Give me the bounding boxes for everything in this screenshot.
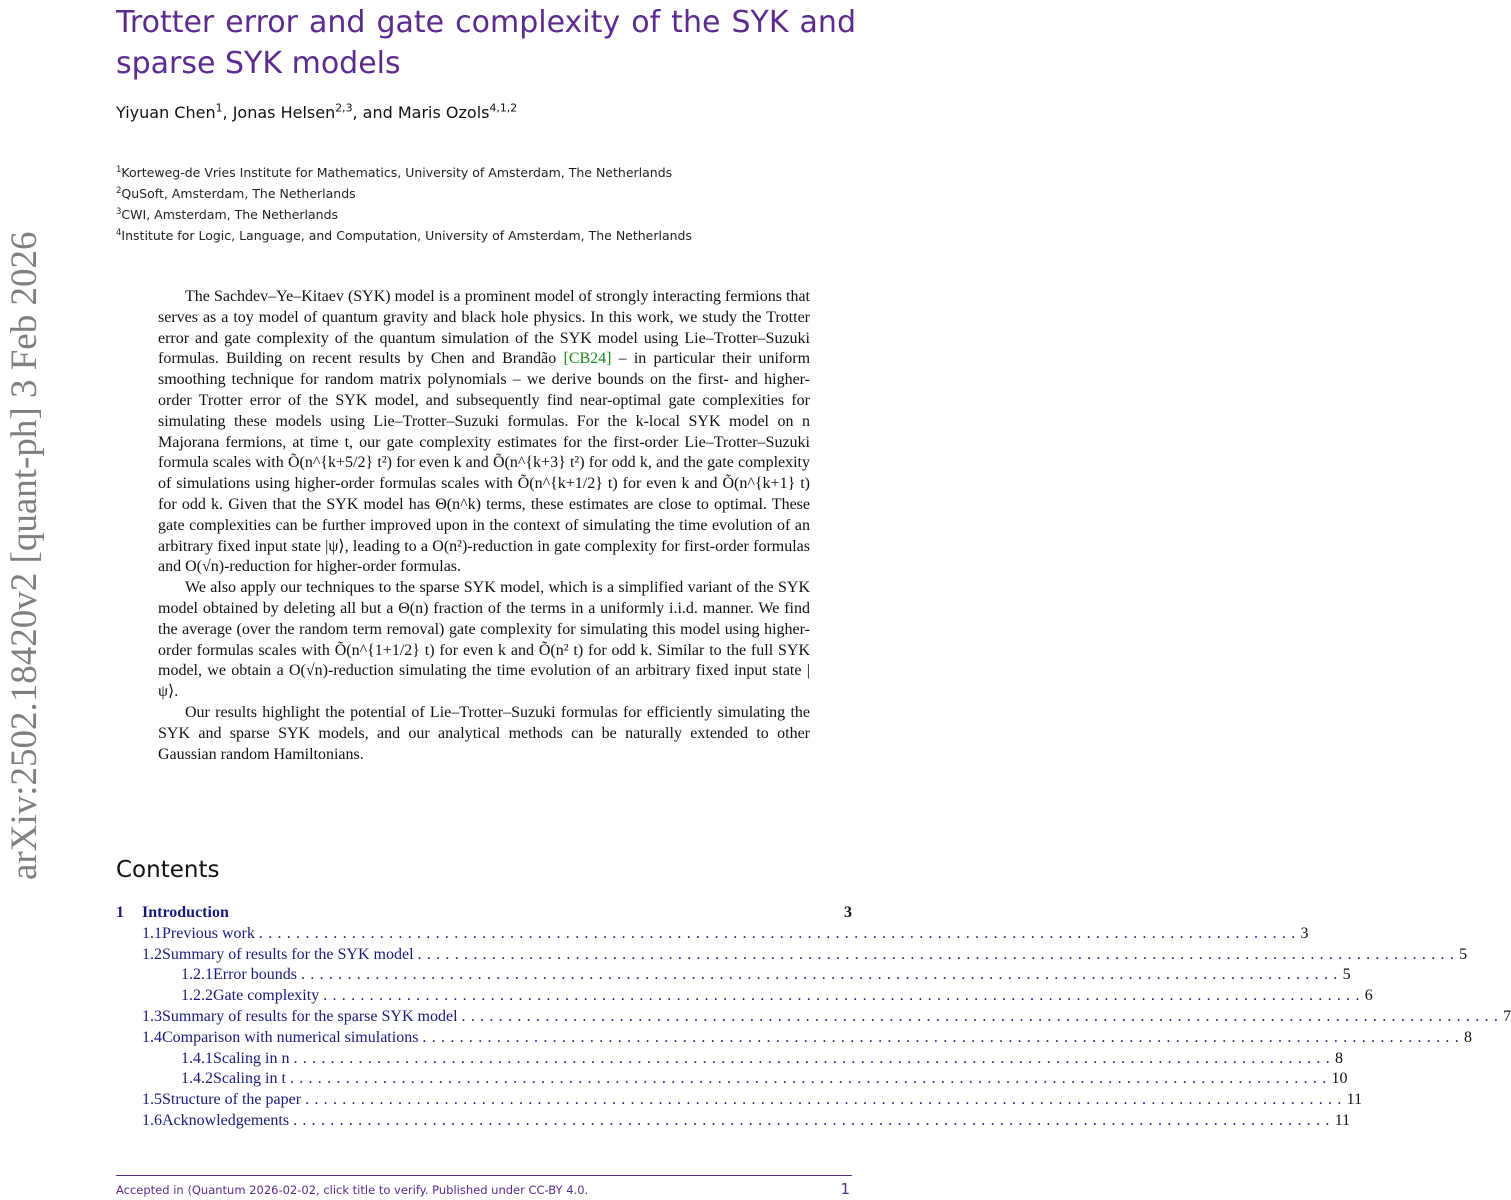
toc-label[interactable]: Acknowledgements: [162, 1111, 290, 1129]
affiliation-text: Institute for Logic, Language, and Computation, University of Amsterdam, The Netherlands: [121, 228, 693, 243]
page-number: 1: [840, 1180, 850, 1198]
toc-leader-dots: ................................................................................................................: [422, 1028, 1465, 1046]
citation-link[interactable]: [CB24]: [563, 350, 612, 368]
toc-entry[interactable]: [116, 1049, 1344, 1070]
toc-leader-dots: ................................................................................................................: [323, 987, 1365, 1005]
author-separator: ,: [222, 103, 233, 122]
toc-label[interactable]: Summary of results for the sparse SYK model: [162, 1007, 458, 1025]
affiliation-sup: 4: [116, 227, 122, 238]
author-list: [116, 103, 517, 122]
toc-page[interactable]: 8: [1464, 1028, 1473, 1046]
footer: [116, 1180, 852, 1198]
toc-leader-dots: ................................................................................................................: [293, 1111, 1335, 1129]
toc-number: 1.4.1: [181, 1049, 213, 1067]
contents-heading: Contents: [116, 857, 220, 883]
arxiv-stamp: arXiv:2502.18420v2 [quant-ph] 3 Feb 2026: [4, 231, 45, 880]
table-of-contents: [116, 903, 1511, 1132]
toc-page[interactable]: 5: [1342, 966, 1351, 984]
toc-number: 1.6: [142, 1111, 162, 1129]
toc-page[interactable]: 10: [1331, 1070, 1348, 1088]
affiliation-sup: 3: [116, 206, 122, 217]
paper-title[interactable]: Trotter error and gate complexity of the SYK and sparse SYK models: [116, 5, 856, 81]
toc-leader-dots: ................................................................................................................: [417, 945, 1460, 963]
toc-entry[interactable]: [116, 1111, 1351, 1132]
toc-label[interactable]: Gate complexity: [213, 987, 320, 1005]
author-separator: , and: [352, 103, 398, 122]
affiliation-list: [116, 162, 692, 246]
toc-page[interactable]: 3: [844, 904, 852, 921]
author-affil-sup: 1: [215, 101, 223, 115]
affiliation-text: CWI, Amsterdam, The Netherlands: [121, 207, 339, 222]
abstract: [158, 287, 810, 765]
author-affil-sup: 4,1,2: [489, 101, 518, 115]
toc-label[interactable]: Scaling in n: [213, 1049, 290, 1067]
toc-leader-dots: ................................................................................................................: [289, 1070, 1332, 1088]
toc-entry[interactable]: [116, 1069, 1348, 1090]
author-name: Jonas Helsen: [232, 103, 336, 122]
author-name: Maris Ozols: [397, 103, 490, 122]
toc-entry[interactable]: [116, 1028, 1473, 1049]
abstract-paragraph-2: We also apply our techniques to the sparse SYK model, which is a simplified variant of the SYK model obtained by deleting all but a Θ(n) fraction of the terms in a uniformly i.i.d. manner. We find the average (over the random term removal) gate complexity for simulating this model using higher-order formulas scales with Õ(n^{1+1/2} t) for even k and Õ(n² t) for odd k. Similar to the full SYK model, we obtain a O(√n)-reduction simulating the time evolution of an arbitrary fixed input state |ψ⟩.: [158, 579, 810, 701]
toc-entry[interactable]: [116, 965, 1351, 986]
toc-entry[interactable]: [116, 1007, 1511, 1028]
toc-label[interactable]: Structure of the paper: [162, 1091, 302, 1109]
toc-leader-dots: ................................................................................................................: [305, 1091, 1347, 1109]
toc-leader-dots: ................................................................................................................: [461, 1007, 1504, 1025]
toc-label[interactable]: Error bounds: [213, 966, 297, 984]
toc-number: 1.2.2: [181, 987, 213, 1005]
toc-number: 1.1: [142, 924, 162, 942]
toc-number: 1: [116, 904, 124, 921]
affiliation: [116, 162, 692, 183]
toc-entry[interactable]: [116, 924, 1309, 945]
toc-label[interactable]: Previous work: [162, 924, 255, 942]
toc-page[interactable]: 7: [1503, 1007, 1511, 1025]
abstract-paragraph-3: Our results highlight the potential of Lie–Trotter–Suzuki formulas for efficiently simulating the SYK and sparse SYK models, and our analytical methods can be naturally extended to other Gaussian random Hamiltonians.: [158, 703, 810, 763]
abstract-paragraph-1: [158, 287, 810, 578]
footer-rule: [116, 1175, 852, 1176]
toc-number: 1.4.2: [181, 1070, 213, 1088]
toc-page[interactable]: 8: [1335, 1049, 1344, 1067]
toc-entry[interactable]: [116, 986, 1373, 1007]
toc-leader-dots: ................................................................................................................: [258, 924, 1301, 942]
toc-page[interactable]: 3: [1300, 924, 1309, 942]
abstract-text: – in particular their uniform smoothing technique for random matrix polynomials – we derive bounds on the first- and higher-order Trotter error of the SYK model, and subsequently find near-optimal gate complexities for simulating these models using Lie–Trotter–Suzuki formulas. For the k-local SYK model on n Majorana fermions, at time t, our gate complexity estimates for the first-order Lie–Trotter–Suzuki formula scales with Õ(n^{k+5/2} t²) for even k and Õ(n^{k+3} t²) for odd k, and the gate complexity of simulations using higher-order formulas scales with Õ(n^{k+1/2} t) for even k and Õ(n^{k+1} t) for odd k. Given that the SYK model has Θ(n^k) terms, these estimates are close to optimal. These gate complexities can be further improved upon in the context of simulating the time evolution of an arbitrary fixed input state |ψ⟩, leading to a O(n²)-reduction in gate complexity for first-order formulas and O(√n)-reduction for higher-order formulas.: [158, 350, 811, 576]
affiliation: [116, 225, 692, 246]
toc-number: 1.3: [142, 1007, 162, 1025]
toc-leader-dots: ................................................................................................................: [293, 1049, 1336, 1067]
toc-number: 1.5: [142, 1091, 162, 1109]
toc-entry[interactable]: [116, 945, 1468, 966]
affiliation-sup: 1: [116, 164, 122, 175]
toc-label[interactable]: Comparison with numerical simulations: [162, 1028, 419, 1046]
toc-leader-dots: ................................................................................................................: [300, 966, 1343, 984]
abstract-text: The Sachdev–Ye–Kitaev (SYK) model is a prominent model of strongly interacting fermions that serves as a toy model of quantum gravity and black hole physics. In this work, we study the Trotter error and gate complexity of the quantum simulation of the SYK model using Lie–Trotter–Suzuki formulas. Building on recent results by Chen and Brandão: [158, 288, 810, 368]
author-affil-sup: 2,3: [335, 101, 353, 115]
toc-label[interactable]: Summary of results for the SYK model: [162, 945, 414, 963]
affiliation: [116, 183, 692, 204]
toc-entry[interactable]: [116, 1090, 1363, 1111]
toc-number: 1.2: [142, 945, 162, 963]
footer-text[interactable]: Accepted in ⟨Quantum 2026-02-02, click title to verify. Published under CC-BY 4.0.: [116, 1183, 589, 1197]
toc-entry[interactable]: [116, 903, 852, 924]
toc-page[interactable]: 5: [1459, 945, 1468, 963]
affiliation-text: Korteweg-de Vries Institute for Mathematics, University of Amsterdam, The Netherlands: [121, 165, 673, 180]
toc-page[interactable]: 6: [1364, 987, 1373, 1005]
toc-number: 1.4: [142, 1028, 162, 1046]
affiliation-text: QuSoft, Amsterdam, The Netherlands: [121, 186, 356, 201]
toc-number: 1.2.1: [181, 966, 213, 984]
affiliation: [116, 204, 692, 225]
toc-page[interactable]: 11: [1334, 1111, 1351, 1129]
affiliation-sup: 2: [116, 185, 122, 196]
toc-page[interactable]: 11: [1346, 1091, 1363, 1109]
toc-label[interactable]: Introduction: [142, 904, 229, 921]
author-name: Yiyuan Chen: [116, 103, 216, 122]
toc-label[interactable]: Scaling in t: [213, 1070, 286, 1088]
